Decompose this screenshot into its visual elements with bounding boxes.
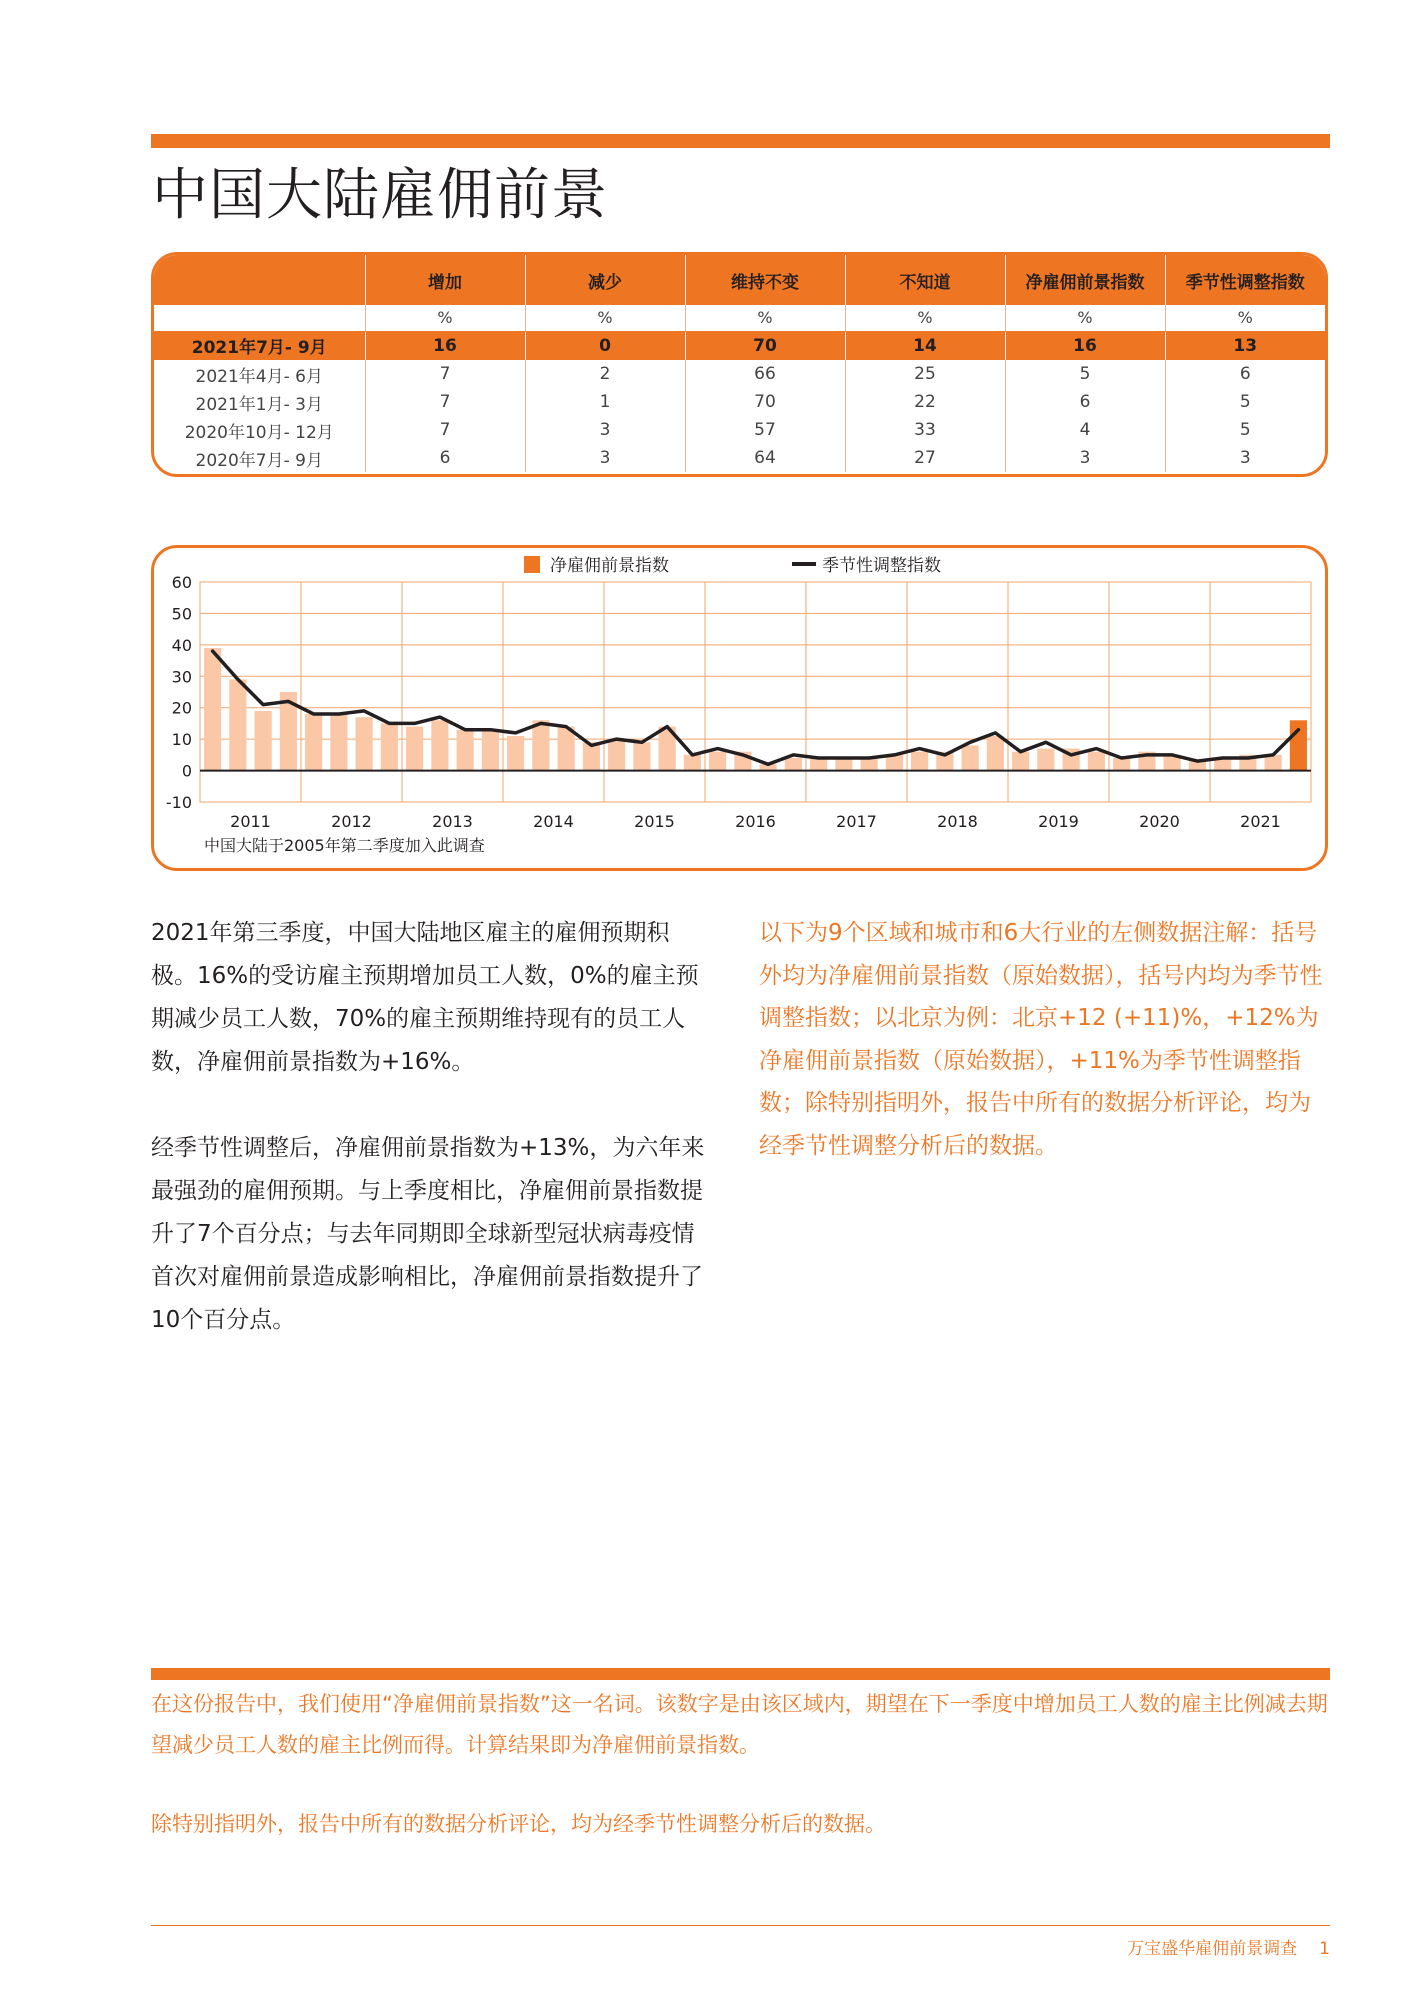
x-tick-label: 2012 — [331, 812, 372, 831]
footer-rule — [151, 1925, 1330, 1926]
table-row-current-quarter — [154, 331, 1325, 360]
table-cell: 7 — [365, 360, 525, 388]
bar — [633, 742, 650, 770]
bar — [810, 758, 827, 771]
trend-chart — [151, 545, 1328, 871]
y-tick-label: 30 — [171, 667, 192, 687]
table-cell: 22 — [845, 388, 1005, 416]
bar — [204, 648, 221, 771]
bar-current-quarter — [1290, 720, 1307, 770]
table-unit-cell: % — [1005, 305, 1165, 331]
table-cell: 70 — [685, 388, 845, 416]
x-tick-label: 2011 — [230, 812, 271, 831]
x-tick-label: 2016 — [735, 812, 776, 831]
footnotes — [151, 1684, 1330, 1845]
table-cell: 2021年4月- 6月 — [195, 366, 323, 387]
commentary-right — [759, 912, 1329, 1167]
footnote-paragraph: 在这份报告中，我们使用“净雇佣前景指数”这一名词。该数字是由该区域内，期望在下一季度中增加员工人数的雇主比例减去期望减少员工人数的雇主比例而得。计算结果即为净雇佣前景指数。 — [151, 1692, 1328, 1757]
bar — [1088, 752, 1105, 771]
table-header-cell — [154, 255, 365, 305]
table-cell: 4 — [1005, 416, 1165, 444]
legend-label-bar: 净雇佣前景指数 — [550, 556, 669, 576]
y-tick-label: 0 — [181, 761, 192, 781]
table-cell: 5 — [1165, 388, 1325, 416]
bar — [911, 752, 928, 771]
survey-table — [151, 252, 1328, 477]
table-cell: 2021年1月- 3月 — [195, 394, 323, 415]
y-tick-label: -10 — [165, 793, 192, 812]
footer-report-name: 万宝盛华雇佣前景调查 — [1127, 1939, 1298, 1959]
table-cell: 2020年10月- 12月 — [184, 422, 334, 443]
table-row — [154, 388, 1325, 416]
x-tick-label: 2018 — [937, 812, 978, 831]
chart-bars — [204, 648, 1307, 771]
table-header-cell: 增加 — [365, 255, 525, 305]
bar — [532, 720, 549, 770]
table-cell: 3 — [525, 416, 685, 444]
table-cell: 7 — [365, 388, 525, 416]
table-cell: 5 — [1165, 416, 1325, 444]
x-tick-label: 2019 — [1038, 812, 1079, 831]
page-number: 1 — [1319, 1939, 1330, 1959]
table-cell: 0 — [525, 331, 685, 360]
table-unit-cell: % — [845, 305, 1005, 331]
bottom-orange-rule — [151, 1668, 1330, 1680]
table-cell: 2020年7月- 9月 — [195, 450, 323, 471]
table-cell: 66 — [685, 360, 845, 388]
table-cell: 3 — [1165, 444, 1325, 472]
table-row — [154, 444, 1325, 472]
bar — [482, 730, 499, 771]
table-cell: 6 — [365, 444, 525, 472]
page-footer — [1127, 1934, 1330, 1959]
bar — [305, 714, 322, 771]
bar — [330, 714, 347, 771]
bar — [785, 758, 802, 771]
bar — [684, 755, 701, 771]
table-header-cell: 净雇佣前景指数 — [1005, 255, 1165, 305]
table-cell: 64 — [685, 444, 845, 472]
table-cell: 57 — [685, 416, 845, 444]
page-title: 中国大陆雇佣前景 — [152, 163, 608, 228]
table-cell: 14 — [845, 331, 1005, 360]
bar — [962, 745, 979, 770]
table-cell: 25 — [845, 360, 1005, 388]
x-tick-label: 2021 — [1240, 812, 1281, 831]
bar — [709, 752, 726, 771]
commentary-paragraph: 经季节性调整后，净雇佣前景指数为+13%，为六年来最强劲的雇佣预期。与上季度相比，净雇佣前景指数提升了7个百分点；与去年同期即全球新型冠状病毒疫情首次对雇佣前景造成影响相比，净雇佣前景指数提升了10个百分点。 — [151, 1135, 705, 1333]
top-orange-rule — [151, 134, 1330, 148]
table-cell: 7 — [365, 416, 525, 444]
table-unit-cell — [154, 305, 365, 331]
table-header-row — [154, 255, 1325, 305]
table-header-cell: 不知道 — [845, 255, 1005, 305]
table-cell: 3 — [525, 444, 685, 472]
table-cell: 16 — [1005, 331, 1165, 360]
table-cell: 2 — [525, 360, 685, 388]
table-row — [154, 360, 1325, 388]
y-tick-label: 10 — [171, 730, 192, 750]
table-cell: 70 — [685, 331, 845, 360]
table-cell: 5 — [1005, 360, 1165, 388]
table-header-cell: 减少 — [525, 255, 685, 305]
table-cell: 3 — [1005, 444, 1165, 472]
bar — [381, 723, 398, 770]
bar — [1012, 752, 1029, 771]
x-tick-label: 2017 — [836, 812, 877, 831]
legend-label-line: 季节性调整指数 — [822, 556, 941, 576]
bar — [255, 711, 272, 771]
bar — [457, 730, 474, 771]
table-unit-cell: % — [525, 305, 685, 331]
table-row — [154, 416, 1325, 444]
chart-labels — [166, 573, 1281, 831]
legend-swatch-bar — [524, 556, 540, 573]
table-cell: 13 — [1165, 331, 1325, 360]
bar — [356, 717, 373, 770]
bar — [431, 720, 448, 770]
bar — [861, 758, 878, 771]
survey-table-grid — [154, 255, 1325, 472]
table-cell: 27 — [845, 444, 1005, 472]
bar — [1037, 749, 1054, 771]
x-tick-label: 2013 — [432, 812, 473, 831]
bar — [1113, 758, 1130, 771]
trend-chart-svg — [154, 548, 1328, 871]
bar — [987, 736, 1004, 771]
x-tick-label: 2020 — [1139, 812, 1180, 831]
bar — [406, 727, 423, 771]
table-cell: 1 — [525, 388, 685, 416]
table-cell: 6 — [1005, 388, 1165, 416]
y-tick-label: 40 — [171, 635, 192, 655]
chart-note: 中国大陆于2005年第二季度加入此调查 — [204, 836, 485, 855]
table-cell: 16 — [365, 331, 525, 360]
table-header-cell: 维持不变 — [685, 255, 845, 305]
x-tick-label: 2014 — [533, 812, 574, 831]
bar — [229, 679, 246, 770]
bar — [507, 736, 524, 771]
table-cell: 6 — [1165, 360, 1325, 388]
footnote-paragraph: 除特别指明外，报告中所有的数据分析评论，均为经季节性调整分析后的数据。 — [151, 1812, 886, 1836]
commentary-left — [151, 912, 711, 1342]
y-tick-label: 20 — [171, 698, 192, 718]
table-unit-row — [154, 305, 1325, 331]
commentary-paragraph: 2021年第三季度，中国大陆地区雇主的雇佣预期积极。16%的受访雇主预期增加员工人数，0%的雇主预期减少员工人数，70%的雇主预期维持现有的员工人数，净雇佣前景指数为+16%。 — [151, 920, 699, 1075]
bar — [835, 758, 852, 771]
y-tick-label: 50 — [171, 604, 192, 624]
table-cell: 2021年7月- 9月 — [154, 331, 365, 360]
table-cell: 33 — [845, 416, 1005, 444]
table-unit-cell: % — [685, 305, 845, 331]
table-header-cell: 季节性调整指数 — [1165, 255, 1325, 305]
x-tick-label: 2015 — [634, 812, 675, 831]
y-tick-label: 60 — [171, 573, 192, 592]
table-unit-cell: % — [365, 305, 525, 331]
data-note-paragraph: 以下为9个区域和城市和6大行业的左侧数据注解：括号外均为净雇佣前景指数（原始数据），括号内均为季节性调整指数；以北京为例：北京+12 (+11)%，+12%为净雇佣前景指数（原始数据），+11%为季节性调整指数；除特别指明外，报告中所有的数据分析评论，均为经季节性调整分析后的数据。 — [759, 920, 1323, 1159]
table-unit-cell: % — [1165, 305, 1325, 331]
bar — [608, 739, 625, 770]
